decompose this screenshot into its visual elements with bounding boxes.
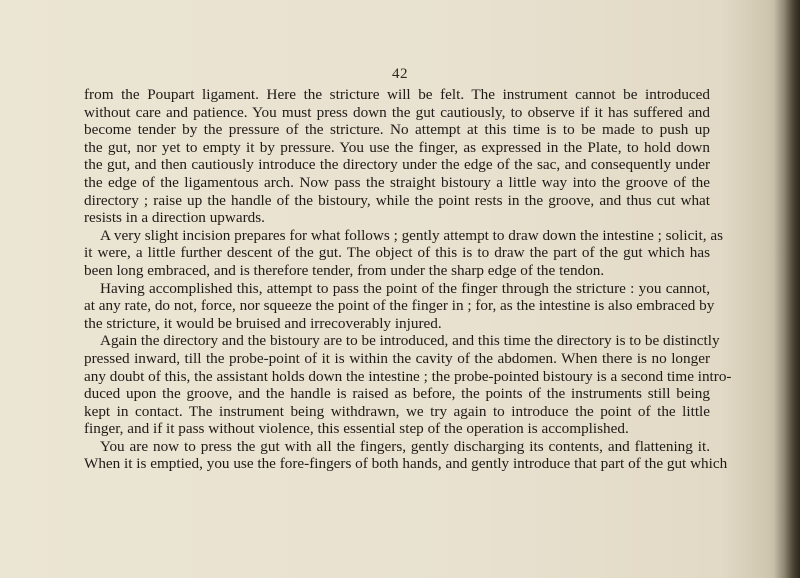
text-line: any doubt of this, the assistant holds down the intestine ; the probe-pointed bistoury is a second time intro- <box>84 367 732 385</box>
text-line: the edge of the ligamentous arch. Now pass the straight bistoury a little way into the groove of the <box>84 173 710 191</box>
text-line: Having accomplished this, attempt to pass the point of the finger through the stricture : you cannot, <box>100 279 710 297</box>
text-line: A very slight incision prepares for what follows ; gently attempt to draw down the intestine ; solicit, as <box>100 226 723 244</box>
text-line: from the Poupart ligament. Here the stricture will be felt. The instrument cannot be introduced <box>84 86 710 103</box>
text-line: finger, and if it pass without violence, this essential step of the operation is accomplished. <box>84 420 629 438</box>
page-number: 42 <box>392 66 408 82</box>
paragraph-1 <box>84 86 710 227</box>
text-line: been long embraced, and is therefore tender, from under the sharp edge of the tendon. <box>84 261 605 279</box>
paragraph-3 <box>84 279 715 333</box>
book-spine-shadow <box>774 0 800 578</box>
text-line: resists in a direction upwards. <box>84 209 265 227</box>
body-text <box>84 86 732 473</box>
text-line: pressed inward, till the probe-point of it is within the cavity of the abdomen. When there is no longer <box>84 349 710 367</box>
text-line: become tender by the pressure of the stricture. No attempt at this time is to be made to push up <box>84 121 710 139</box>
text-line: without care and patience. You must press down the gut cautiously, to observe if it has suffered and <box>84 103 710 121</box>
text-line: duced upon the groove, and the handle is raised as before, the points of the instruments still being <box>84 385 710 403</box>
paragraph-2 <box>84 226 723 280</box>
text-line: Again the directory and the bistoury are to be introduced, and this time the directory is to be distinctly <box>100 332 720 350</box>
text-line: the stricture, it would be bruised and irrecoverably injured. <box>84 314 442 332</box>
paragraph-4 <box>84 332 732 438</box>
text-line: the gut, nor yet to empty it by pressure. You use the finger, as expressed in the Plate, to hold down <box>84 138 710 156</box>
text-line: When it is emptied, you use the fore-fingers of both hands, and gently introduce that part of the gut which <box>84 455 728 473</box>
text-line: You are now to press the gut with all the fingers, gently discharging its contents, and flattening it. <box>100 437 710 455</box>
text-line: at any rate, do not, force, nor squeeze the point of the finger in ; for, as the intestine is also embraced by <box>84 297 715 315</box>
text-line: directory ; raise up the handle of the bistoury, while the point rests in the groove, and thus cut what <box>84 191 710 209</box>
text-line: kept in contact. The instrument being withdrawn, we try again to introduce the point of the little <box>84 402 710 420</box>
text-line: the gut, and then cautiously introduce the directory under the edge of the sac, and consequently under <box>84 156 710 174</box>
paragraph-5 <box>84 437 728 473</box>
text-line: it were, a little further descent of the gut. The object of this is to draw the part of the gut which has <box>84 244 710 262</box>
